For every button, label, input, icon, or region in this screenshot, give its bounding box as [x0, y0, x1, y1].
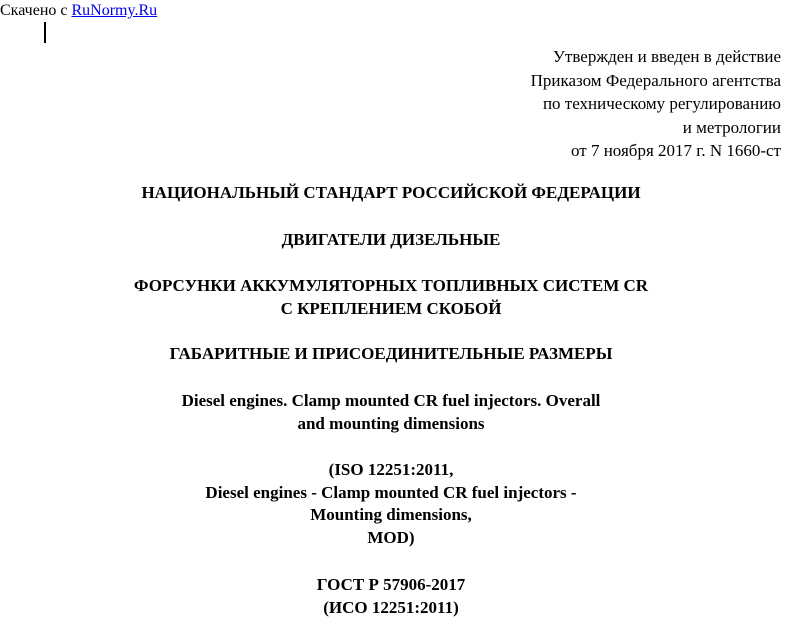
iso-number: (ИСО 12251:2011) [323, 597, 459, 617]
approval-line: Утвержден и введен в действие [552, 47, 781, 66]
iso-reference [0, 459, 782, 549]
national-standard-heading [0, 182, 782, 205]
english-title-line: and mounting dimensions [297, 413, 485, 433]
source-line [0, 1, 157, 21]
main-title [0, 229, 782, 252]
source-prefix: Скачено с [0, 2, 72, 19]
sub-title [0, 275, 782, 320]
dimensions-title [0, 343, 782, 366]
text-cursor [44, 22, 46, 43]
approval-block [361, 45, 781, 163]
sub-title-line: С КРЕПЛЕНИЕМ СКОБОЙ [280, 298, 502, 318]
main-title-text: ДВИГАТЕЛИ ДИЗЕЛЬНЫЕ [281, 230, 501, 249]
approval-line: от 7 ноября 2017 г. N 1660-ст [571, 141, 781, 160]
approval-line: и метрологии [682, 117, 781, 137]
standard-designation [0, 574, 782, 619]
iso-reference-line: Diesel engines - Clamp mounted CR fuel injectors - [205, 482, 577, 502]
english-title-line: Diesel engines. Clamp mounted CR fuel injectors. Overall [181, 391, 601, 410]
iso-reference-line: MOD) [367, 527, 415, 547]
gost-number: ГОСТ Р 57906-2017 [316, 575, 466, 594]
english-title [0, 390, 782, 435]
iso-reference-line: (ISO 12251:2011, [328, 460, 454, 479]
sub-title-line: ФОРСУНКИ АККУМУЛЯТОРНЫХ ТОПЛИВНЫХ СИСТЕМ CR [133, 276, 649, 295]
dimensions-title-text: ГАБАРИТНЫЕ И ПРИСОЕДИНИТЕЛЬНЫЕ РАЗМЕРЫ [169, 344, 613, 363]
runormy-link[interactable]: RuNormy.Ru [71, 2, 158, 19]
approval-line: по техническому регулированию [542, 94, 781, 113]
iso-reference-line: Mounting dimensions, [310, 505, 472, 524]
national-standard-text: НАЦИОНАЛЬНЫЙ СТАНДАРТ РОССИЙСКОЙ ФЕДЕРАЦИИ [141, 183, 641, 202]
approval-line: Приказом Федерального агентства [530, 70, 781, 90]
